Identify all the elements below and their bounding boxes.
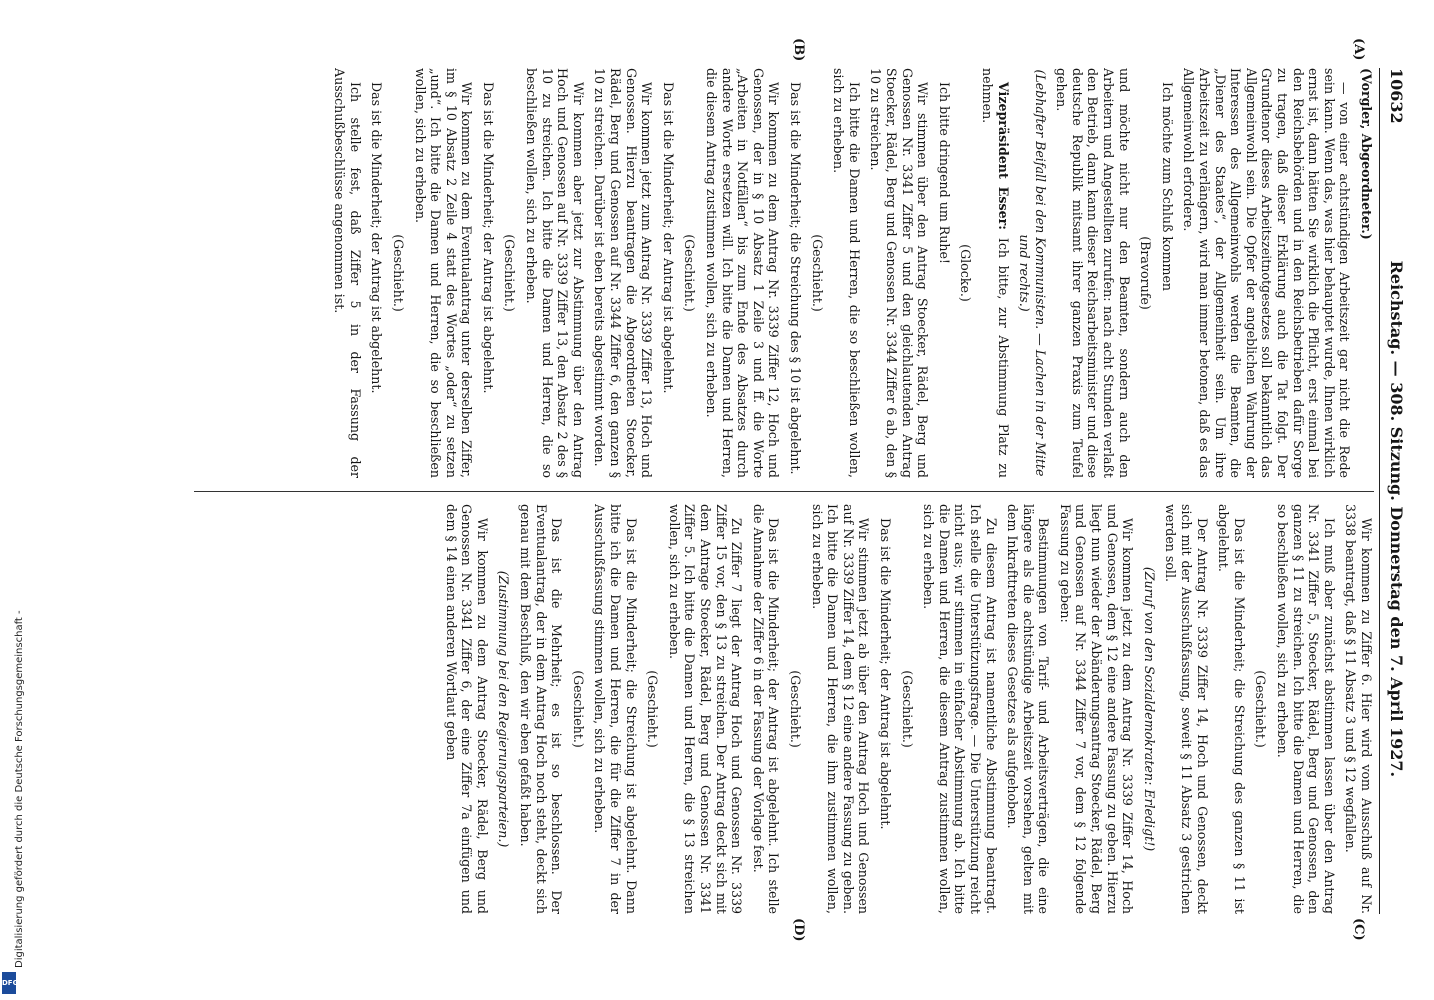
- paragraph-text: Wir kommen zu dem Antrag Stoecker, Rädel, Berg und Genossen Nr. 3341 Ziffer 6, der eine Ziffer 7a einfügen und dem § 14 einen anderen Wortlaut geben: [443, 504, 490, 914]
- paragraph-text: (Geschieht.): [899, 670, 915, 748]
- paragraph-text: Wir kommen zu dem Antrag Nr. 3339 Ziffer 12, Hoch und Genossen, der in § 10 Absatz 1 Zeile 3 und ff. die Worte „Arbeiten in Notfällen“ bis zum Ende des Absatzes durch andere Worte ersetzen will. Ich bitte die Damen und Herren, die diesem Antrag zustimmen wollen, sich zu erheben.: [704, 68, 782, 478]
- paragraph-text: Ich stelle fest, daß Ziffer 5 in der Fassung der Ausschußbeschlüsse angenommen ist.: [332, 68, 363, 478]
- paragraph: [524, 68, 586, 478]
- paragraph-text: Wir kommen zu Ziffer 6. Hier wird vom Ausschuß auf Nr. 3338 beantragt, daß § 11 Absatz 3 und § 12 wegfallen.: [1343, 504, 1374, 914]
- paragraph-text: (Geschieht.): [1253, 670, 1269, 748]
- paragraph: [592, 68, 654, 478]
- stage-direction: [1138, 68, 1154, 478]
- margin-mark-c: (C): [1351, 918, 1366, 941]
- paragraph-text: Zu Ziffer 7 liegt der Antrag Hoch und Genossen Nr. 3339 Ziffer 15 vor, den § 13 zu streichen. Der Antrag deckt sich mit dem Antrage Stoecker, Rädel, Berg und Genossen Nr. 3341 Ziffer 5. Ich bitte die Damen und Herren, die § 13 streichen wollen, sich zu erheben.: [666, 504, 745, 914]
- stage-direction: [1253, 504, 1269, 914]
- right-column: [154, 504, 1374, 914]
- paragraph-text: Der Antrag Nr. 3339 Ziffer 14, Hoch und Genossen, deckt sich mit der Ausschußfassung, soweit § 11 Absatz 3 gestrichen werden soll.: [1163, 504, 1210, 914]
- paragraph: [1274, 504, 1336, 914]
- paragraph-text: (Geschieht.): [645, 670, 661, 748]
- paragraph-text: Wir kommen aber jetzt zur Abstimmung über den Antrag Hoch und Genossen auf Nr. 3339 Ziffer 13, den Absatz 2 des § 10 zu streichen. Ich bitte die Damen und Herren, die so beschließen wollen, sich zu erheben.: [524, 68, 586, 478]
- speaker-name: (Vorgler, Abgeordneter.): [1359, 68, 1374, 240]
- page-title: Reichstag. — 308. Sitzung. Donnerstag den 7. April 1927.: [1387, 260, 1406, 778]
- paragraph: [412, 68, 474, 478]
- paragraph: [1005, 504, 1052, 914]
- paragraph-text: Wir kommen jetzt zu dem Antrag Nr. 3339 Ziffer 14, Hoch und Genossen, dem § 12 eine andere Fassung zu geben. Hierzu liegt nun wieder der Abänderungsantrag Stoecker, Rädel, Berg und Genossen auf Nr. 3344 Ziffer 7 vor, dem § 12 folgende Fassung zu geben:: [1057, 504, 1136, 914]
- paragraph: [750, 504, 781, 914]
- page-number: 10632: [1387, 68, 1406, 124]
- paragraph-text: Das ist die Mehrheit; es ist so beschlossen. Der Eventualantrag, der in dem Antrag Hoch noch steht, deckt sich genau mit dem Beschluß, den wir eben gefaßt haben.: [518, 504, 565, 914]
- paragraph: [443, 504, 490, 914]
- paragraph: [1358, 68, 1374, 478]
- stage-direction: [390, 68, 406, 478]
- paragraph-text: Ich bitte dringend um Ruhe!: [936, 82, 952, 264]
- stage-direction: [570, 504, 586, 914]
- paragraph: [703, 68, 781, 478]
- paragraph: [979, 68, 1010, 478]
- paragraph-text: und möchte nicht nur den Beamten, sondern auch den Arbeitern und Angestellten zurufen: nach acht Stunden verlaßt den Betrieb, dann kann dieser Reichsarbeitsminister und diese deutsche Republik mitsamt ihrer ganzen Praxis zum Teufel gehen.: [1054, 68, 1132, 478]
- paragraph-text: (Bravorufe): [1138, 236, 1154, 310]
- stage-direction: [682, 68, 698, 478]
- paragraph-text: — von einer achtstündigen Arbeitszeit gar nicht die Rede sein kann. Wenn das, was hier behauptet wurde, Ihnen wirklich ernst ist, dann hätten Sie wirklich die Pflicht, erst einmal bei den Reichsbehörden und in den Reichsbetrieben dafür Sorge zu tragen, daß dieser Erklärung auch die Tat folgt. Der Grundtenor dieses Arbeitszeitnotgesetzes soll bekanntlich das Allgemeinwohl sein. Die Opfer der angeblichen Wahrung der Interessen des Allgemeinwohls werden die Beamten, die „Diener des Staates“, der Allgemeinheit sein. Um ihre Arbeitszeit zu verlängern, wird man immer betonen, daß es das Allgemeinwohl erfordere.: [1181, 68, 1353, 478]
- column-divider: [194, 491, 1374, 492]
- stage-direction: [958, 68, 974, 478]
- paragraph: [1163, 504, 1210, 914]
- paragraph-text: Das ist die Minderheit; der Antrag ist abgelehnt. Ich stelle die Annahme der Ziffer 6 in der Fassung der Vorlage fest.: [750, 504, 782, 914]
- stage-direction: [502, 68, 518, 478]
- paragraph-text: (Zuruf von den Sozialdemokraten: Erledigt!): [1141, 566, 1157, 852]
- margin-mark-a: (A): [1351, 38, 1366, 61]
- paragraph-text: Das ist die Minderheit; die Streichung des ganzen § 11 ist abgelehnt.: [1216, 504, 1247, 914]
- paragraph-text: (Geschieht.): [502, 234, 518, 312]
- paragraph: [1343, 504, 1374, 914]
- paragraph: [1216, 504, 1247, 914]
- paragraph-text: (Geschieht.): [788, 670, 803, 748]
- paragraph-text: Das ist die Minderheit; der Antrag ist abgelehnt.: [660, 82, 676, 394]
- paragraph-text: (Glocke.): [958, 244, 974, 302]
- stage-direction: [787, 504, 803, 914]
- paragraph: [518, 504, 565, 914]
- paragraph: [936, 68, 952, 478]
- paragraph: [809, 504, 871, 914]
- paragraph-text: Das ist die Minderheit; die Streichung ist abgelehnt. Dann bitte ich die Damen und Herren, die für die Ziffer 7 in der Ausschußfassung stimmen wollen, sich zu erheben.: [592, 504, 639, 914]
- paragraph: [877, 504, 893, 914]
- paragraph: [480, 68, 496, 478]
- digitization-credit: [0, 0, 25, 1000]
- paragraph-text: Das ist die Minderheit; der Antrag ist abgelehnt.: [369, 82, 385, 394]
- speaker-name: Vizepräsident Esser:: [995, 82, 1011, 238]
- page-header: [1379, 68, 1406, 914]
- paragraph: [332, 68, 363, 478]
- interjection: [496, 504, 512, 914]
- paragraph-text: (Geschieht.): [570, 670, 586, 748]
- stage-direction: [809, 68, 825, 478]
- credit-text: Digitalisierung gefördert durch die Deutsche Forschungsgemeinschaft -: [14, 610, 25, 968]
- paragraph: [1181, 68, 1353, 478]
- paragraph: [592, 504, 639, 914]
- paragraph: [1159, 68, 1175, 478]
- paragraph-text: Bestimmungen von Tarif- und Arbeitsverträgen, die eine längere als die achtstündige Arbeitszeit vorsehen, gelten mit dem Inkrafttreten dieses Gesetzes als aufgehoben.: [1005, 504, 1052, 914]
- dfg-logo: DFG: [2, 972, 16, 994]
- interjection: [1017, 68, 1048, 478]
- paragraph-text: Das ist die Minderheit; der Antrag ist abgelehnt.: [877, 518, 893, 830]
- paragraph-text: Wir kommen jetzt zum Antrag Nr. 3339 Ziffer 13, Hoch und Genossen. Hierzu beantragen die Abgeordneten Stoecker, Rädel, Berg und Genossen auf Nr. 3344 Ziffer 6, den ganzen § 10 zu streichen. Darüber ist eben bereits abgestimmt worden.: [592, 68, 655, 478]
- paragraph: [1057, 504, 1135, 914]
- left-column: [154, 68, 1374, 478]
- paragraph-text: Ich muß aber zunächst abstimmen lassen über den Antrag Nr. 3341 Ziffer 5, Stoecker, Rädel, Berg und Genossen, den ganzen § 11 zu streichen. Ich bitte die Damen und Herren, die so beschließen wollen, sich zu erheben.: [1275, 504, 1337, 914]
- stage-direction: [645, 504, 661, 914]
- paragraph: [1054, 68, 1132, 478]
- rotated-document-page: [144, 38, 1406, 942]
- paragraph: [369, 68, 385, 478]
- paragraph: [787, 68, 803, 478]
- paragraph-text: Das ist die Minderheit; die Streichung des § 10 ist abgelehnt.: [788, 82, 803, 475]
- paragraph: [868, 68, 930, 478]
- paragraph-text: Das ist die Minderheit; der Antrag ist abgelehnt.: [480, 82, 496, 394]
- paragraph-text: (Zustimmung bei den Regierungsparteien.): [496, 570, 512, 848]
- paragraph: [831, 68, 862, 478]
- paragraph-text: Wir stimmen über den Antrag Stoecker, Rädel, Berg und Genossen Nr. 3341 Ziffer 5 und den gleichlautenden Antrag Stoecker, Rädel, Berg und Genossen Nr. 3344 Ziffer 6 ab, den § 10 zu streichen.: [868, 68, 931, 478]
- margin-mark-d: (D): [791, 918, 806, 942]
- margin-mark-b: (B): [791, 38, 806, 62]
- paragraph-text: Ich bitte die Damen und Herren, die so beschließen wollen, sich zu erheben.: [831, 68, 862, 478]
- paragraph-text: Zu diesem Antrag ist namentliche Abstimmung beantragt. Ich stelle die Unterstützungsfrage. — Die Unterstützung reicht nicht aus; wir stimmen in einfacher Abstimmung ab. Ich bitte die Damen und Herren, die diesem Antrag zustimmen wollen, sich zu erheben.: [921, 504, 999, 914]
- paragraph: [666, 504, 744, 914]
- paragraph-text: (Geschieht.): [809, 234, 825, 312]
- paragraph-text: Ich bitte, zur Abstimmung Platz zu nehmen.: [979, 68, 1011, 478]
- paragraph-text: Wir kommen zu dem Eventualantrag unter derselben Ziffer, im § 10 Absatz 2 Zeile 4 statt des Wortes „oder“ zu setzen „und“. Ich bitte die Damen und Herren, die so beschließen wollen, sich zu erheben.: [412, 68, 475, 478]
- stage-direction: [899, 504, 915, 914]
- paragraph-text: Ich möchte zum Schluß kommen: [1159, 82, 1175, 292]
- interjection: [1141, 504, 1157, 914]
- paragraph-text: (Lebhafter Beifall bei den Kommunisten. — Lachen in der Mitte und rechts.): [1017, 69, 1048, 477]
- paragraph-text: Wir stimmen jetzt ab über den Antrag Hoch und Genossen auf Nr. 3339 Ziffer 14, dem § 12 eine andere Fassung zu geben. Ich bitte die Damen und Herren, die ihm zustimmen wollen, sich zu erheben.: [809, 504, 872, 914]
- paragraph: [660, 68, 676, 478]
- paragraph: [921, 504, 999, 914]
- paragraph-text: (Geschieht.): [390, 234, 406, 312]
- paragraph-text: (Geschieht.): [682, 234, 698, 312]
